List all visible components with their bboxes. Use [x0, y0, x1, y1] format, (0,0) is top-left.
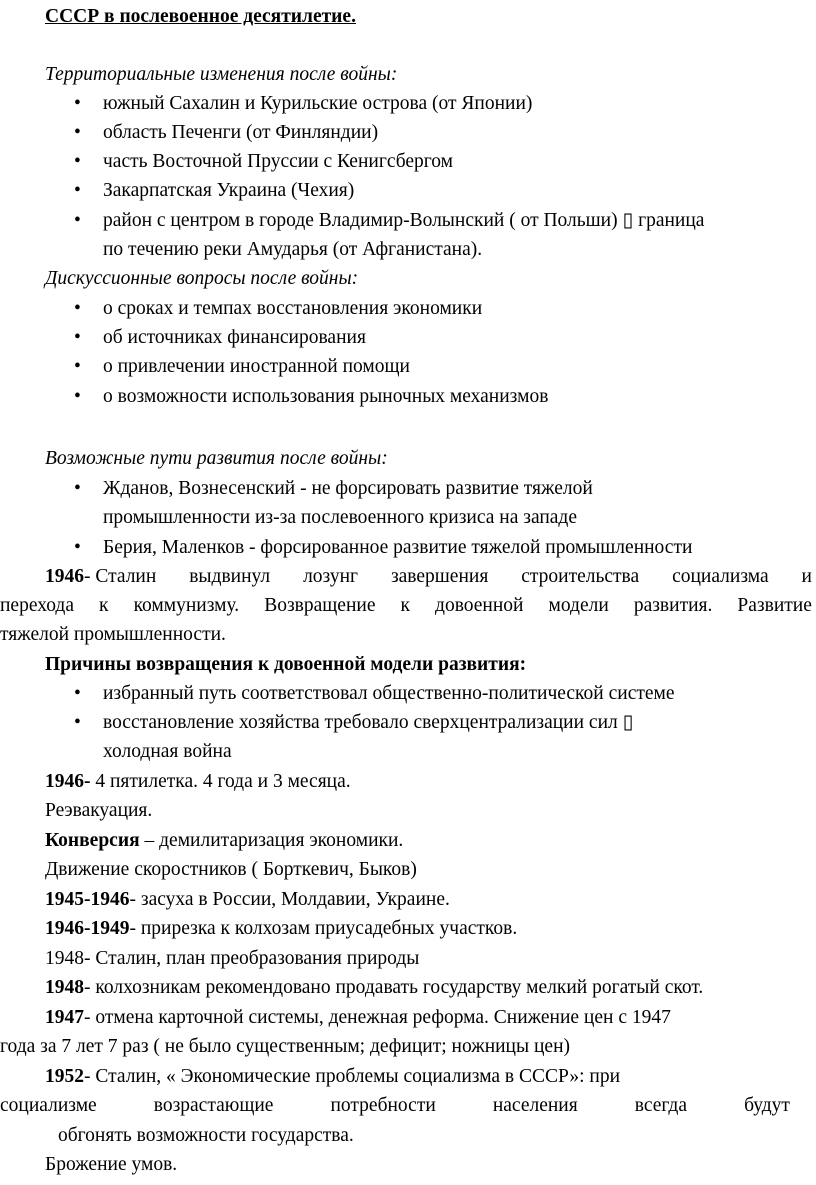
bullet-icon: •	[74, 151, 81, 172]
year-label: 1945-1946	[45, 889, 130, 910]
event-line: 1947- отмена карточной системы, денежная реформа. Снижение цен с 1947	[45, 1007, 671, 1028]
event-line: Реэвакуация.	[45, 800, 153, 821]
word: - Сталин	[84, 566, 157, 587]
bullet-icon: •	[74, 93, 81, 114]
reasons-heading: Причины возвращения к довоенной модели развития:	[45, 654, 527, 675]
word: модели	[548, 595, 609, 616]
word: к	[99, 595, 109, 616]
bullet-icon: •	[74, 356, 81, 377]
word: возрастающие	[153, 1095, 274, 1116]
list-item-continuation: по течению реки Амударья (от Афганистана).	[103, 239, 483, 260]
list-item-continuation: промышленности из-за послевоенного кризиса на западе	[103, 507, 578, 528]
list-item: область Печенги (от Финляндии)	[103, 122, 379, 143]
list-item: Закарпатская Украина (Чехия)	[103, 180, 355, 201]
list-item: южный Сахалин и Курильские острова (от Японии)	[103, 93, 533, 114]
word: завершения	[390, 566, 489, 587]
event-line: 1946-1949- прирезка к колхозам приусадебных участков.	[45, 918, 518, 939]
list-item: о привлечении иностранной помощи	[103, 356, 410, 377]
year-label: 1946	[45, 566, 84, 587]
list-item: часть Восточной Пруссии с Кенигсбергом	[103, 151, 454, 172]
bullet-icon: •	[74, 683, 81, 704]
event-line: 1948- колхозникам рекомендовано продавать государству мелкий рогатый скот.	[45, 977, 704, 998]
list-item: Жданов, Вознесенский - не форсировать развитие тяжелой	[103, 478, 593, 499]
event-line: 1946- 4 пятилетка. 4 года и 3 месяца.	[45, 771, 351, 792]
year-label: 1948	[45, 977, 84, 998]
bullet-icon: •	[74, 478, 81, 499]
word: социализме	[0, 1095, 97, 1116]
event-line-continuation: обгонять возможности государства.	[58, 1125, 354, 1146]
word: будут	[744, 1095, 790, 1116]
paragraph-line	[45, 562, 812, 592]
event-line: Брожение умов.	[45, 1154, 178, 1175]
bullet-icon: •	[74, 327, 81, 348]
bullet-icon: •	[74, 537, 81, 558]
territorial-heading: Территориальные изменения после войны:	[45, 64, 398, 85]
word: строительства	[521, 566, 640, 587]
word: потребности	[330, 1095, 436, 1116]
event-line: 1952- Сталин, « Экономические проблемы социализма в СССР»: при	[45, 1066, 621, 1087]
bullet-icon: •	[74, 712, 81, 733]
year-label: 1952	[45, 1066, 84, 1087]
word: населения	[492, 1095, 578, 1116]
bullet-icon: •	[74, 210, 81, 231]
term-label: Конверсия	[45, 830, 140, 851]
word: и	[801, 566, 812, 587]
paragraph-line: тяжелой промышленности.	[0, 624, 226, 645]
word: Возвращение	[264, 595, 376, 616]
list-item: об источниках финансирования	[103, 327, 366, 348]
document-title: СССР в послевоенное десятилетие.	[45, 6, 356, 27]
event-line-continuation: года за 7 лет 7 раз ( не было существенным; дефицит; ножницы цен)	[0, 1036, 570, 1057]
word: социализма	[672, 566, 769, 587]
word: лозунг	[303, 566, 359, 587]
year-label: 1946-1949	[45, 918, 130, 939]
event-line: Конверсия – демилитаризация экономики.	[45, 830, 404, 851]
list-item: район с центром в городе Владимир-Волынский ( от Польши) ▯ граница	[103, 210, 705, 231]
word: Развитие	[737, 595, 812, 616]
word: перехода	[0, 595, 75, 616]
paths-heading: Возможные пути развития после войны:	[45, 448, 388, 469]
word: всегда	[634, 1095, 688, 1116]
bullet-icon: •	[74, 386, 81, 407]
word: выдвинул	[189, 566, 271, 587]
word: коммунизму.	[133, 595, 240, 616]
year-label: 1946-	[45, 771, 91, 792]
list-item: о возможности использования рыночных механизмов	[103, 386, 549, 407]
list-item: восстановление хозяйства требовало сверхцентрализации сил ▯	[103, 712, 634, 733]
bullet-icon: •	[74, 180, 81, 201]
word: довоенной	[435, 595, 524, 616]
discussion-heading: Дискуссионные вопросы после войны:	[45, 268, 359, 289]
event-line-continuation	[0, 1091, 790, 1121]
list-item-continuation: холодная война	[103, 741, 232, 762]
word: развития.	[633, 595, 713, 616]
event-line: 1948- Сталин, план преобразования природы	[45, 948, 420, 969]
paragraph-line	[0, 591, 812, 621]
word: к	[400, 595, 410, 616]
bullet-icon: •	[74, 298, 81, 319]
bullet-icon: •	[74, 122, 81, 143]
event-line: Движение скоростников ( Борткевич, Быков)	[45, 859, 417, 880]
list-item: избранный путь соответствовал общественно-политической системе	[103, 683, 675, 704]
event-line: 1945-1946- засуха в России, Молдавии, Украине.	[45, 889, 450, 910]
year-label: 1947	[45, 1007, 84, 1028]
list-item: о сроках и темпах восстановления экономики	[103, 298, 483, 319]
list-item: Берия, Маленков - форсированное развитие тяжелой промышленности	[103, 537, 693, 558]
